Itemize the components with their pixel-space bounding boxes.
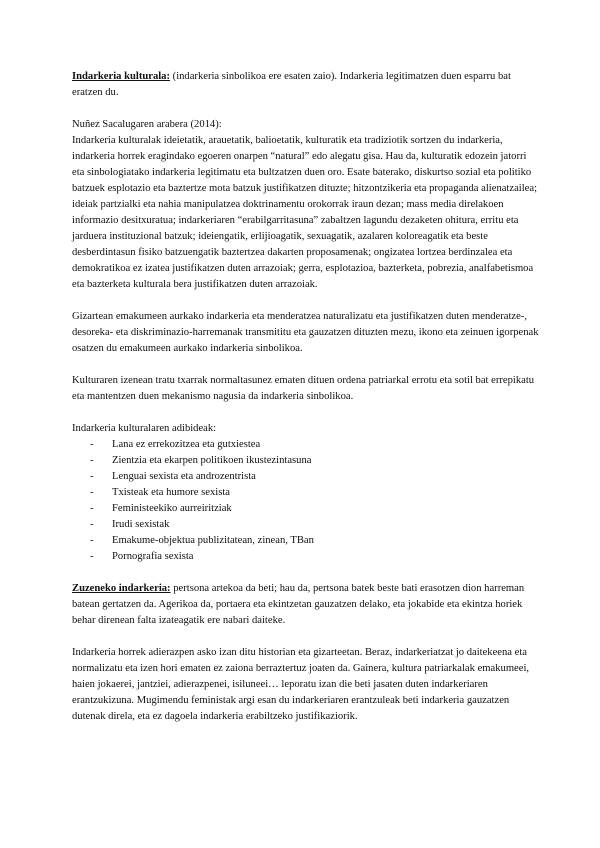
list-item: [72, 501, 540, 517]
paragraph-symbolic-violence: Gizartean emakumeen aurkako indarkeria eta menderatzea naturalizatu eta justifikatzen duten menderatze-, desoreka- eta diskriminazio-harremanak transmititu eta gauzatzen dituzten mezu, ikono eta zeinuen igorpenak osatzen du emakumeen aurkako indarkeria sinbolikoa.: [72, 311, 539, 354]
spacer: [72, 629, 540, 645]
paragraph-direct-violence: [72, 581, 540, 629]
examples-list: [72, 437, 540, 565]
paragraph-text: pertsona artekoa da beti; hau da, pertsona batek beste bati erasotzen dion harreman batean gertatzen da. Agerikoa da, portaera eta ekintzetan gauzatzen delako, eta jokabide eta ekintza horiek behar direnean falta izateagatik ere nabari daiteke.: [72, 583, 525, 626]
list-item-text: Zientzia eta ekarpen politikoen ikustezintasuna: [112, 455, 312, 466]
paragraph-cultural-violence: [72, 69, 540, 101]
dash-bullet: -: [90, 551, 94, 562]
list-item: [72, 485, 540, 501]
spacer: [72, 293, 540, 309]
list-item-text: Emakume-objektua publizitatean, zinean, TBan: [112, 535, 314, 546]
list-item-text: Feministeekiko aurreiritziak: [112, 503, 232, 514]
dash-bullet: -: [90, 519, 94, 530]
paragraph-history-feminism: Indarkeria horrek adierazpen asko izan ditu historian eta gizarteetan. Beraz, indarkeriatzat jo daitekeena eta normalizatu eta izen hori ematen ez zaiona berraztertuz joaten da. Gainera, kultura patriarkalak emakumeei, haien jokaerei, jantziei, adierazpenei, isiluneei… leporatu izan die beti jasaten duten indarkeriaren erantzukizuna. Mugimendu feministak argi esan du indarkeriaren erantzuleak beti indarkeria gauzatzen dutenak direla, eta ez dagoela indarkeria erabiltzeko justifikaziorik.: [72, 647, 530, 722]
list-item-text: Pornografia sexista: [112, 551, 194, 562]
dash-bullet: -: [90, 471, 94, 482]
list-item: [72, 533, 540, 549]
list-item-text: Txisteak eta humore sexista: [112, 487, 230, 498]
list-item-text: Irudi sexistak: [112, 519, 170, 530]
spacer: [72, 101, 540, 117]
list-item: [72, 437, 540, 453]
paragraph-definition: Indarkeria kulturalak ideietatik, arauetatik, balioetatik, kulturatik eta tradiziotik sortzen du indarkeria, indarkeria horrek eragindako egoeren onarpen “natural” edo alegatu gisa. Hau da, kulturatik edozein jatorri eta sinbologiatako indarkeria legitimatu eta bultzatzen duen oro. Esate baterako, diskurtso sozial eta politiko batzuek esplotazio eta baztertze mota batzuk justifikatzen dituzte; hitzontzikeria eta propaganda alienatzailea; ideiak partzialki eta nahia manipulatzea doktrinamentu orokorrak iraun dezan; mass media direlakoen informazio desitxuratua; indarkeriaren “erabilgarritasuna” zabaltzen lagundu dezaketen ohitura, erritu eta jarduera instituzional batzuk; ideiengatik, erlijioagatik, sexuagatik, azalaren koloreagatik eta beste desberdintasun fisiko batzuengatik baztertzea dakarten proposamenak; ongizatea lortzea berdinzalea eta demokratikoa ez izatea justifikatzen duten arrazoiak; gerra, esplotazioa, bazterketa, pobrezia, analfabetismoa eta bazterketa kulturala bera justifikatzen duten arrazoiak.: [72, 135, 538, 290]
dash-bullet: -: [90, 503, 94, 514]
list-item-text: Lenguai sexista eta androzentrista: [112, 471, 256, 482]
dash-bullet: -: [90, 535, 94, 546]
list-item-text: Lana ez errekozitzea eta gutxiestea: [112, 439, 261, 450]
dash-bullet: -: [90, 455, 94, 466]
citation-lead: Nuñez Sacalugaren arabera (2014):: [72, 119, 222, 130]
list-item: [72, 453, 540, 469]
spacer: [72, 357, 540, 373]
paragraph-text: (indarkeria sinbolikoa ere esaten zaio). Indarkeria legitimatzen duen esparru bat eratzen du.: [72, 71, 511, 98]
term-direct-violence: Zuzeneko indarkeria:: [72, 583, 171, 594]
spacer: [72, 405, 540, 421]
examples-heading: Indarkeria kulturalaren adibideak:: [72, 423, 217, 434]
dash-bullet: -: [90, 439, 94, 450]
spacer: [72, 565, 540, 581]
list-item: [72, 549, 540, 565]
paragraph-patriarchal-order: Kulturaren izenean tratu txarrak normaltasunez ematen dituen ordena patriarkal errotu eta sotil bat errepikatu eta mantentzen duen mekanismo nagusia da indarkeria sinbolikoa.: [72, 375, 535, 402]
term-cultural-violence: Indarkeria kulturala:: [72, 71, 171, 82]
list-item: [72, 517, 540, 533]
list-item: [72, 469, 540, 485]
dash-bullet: -: [90, 487, 94, 498]
